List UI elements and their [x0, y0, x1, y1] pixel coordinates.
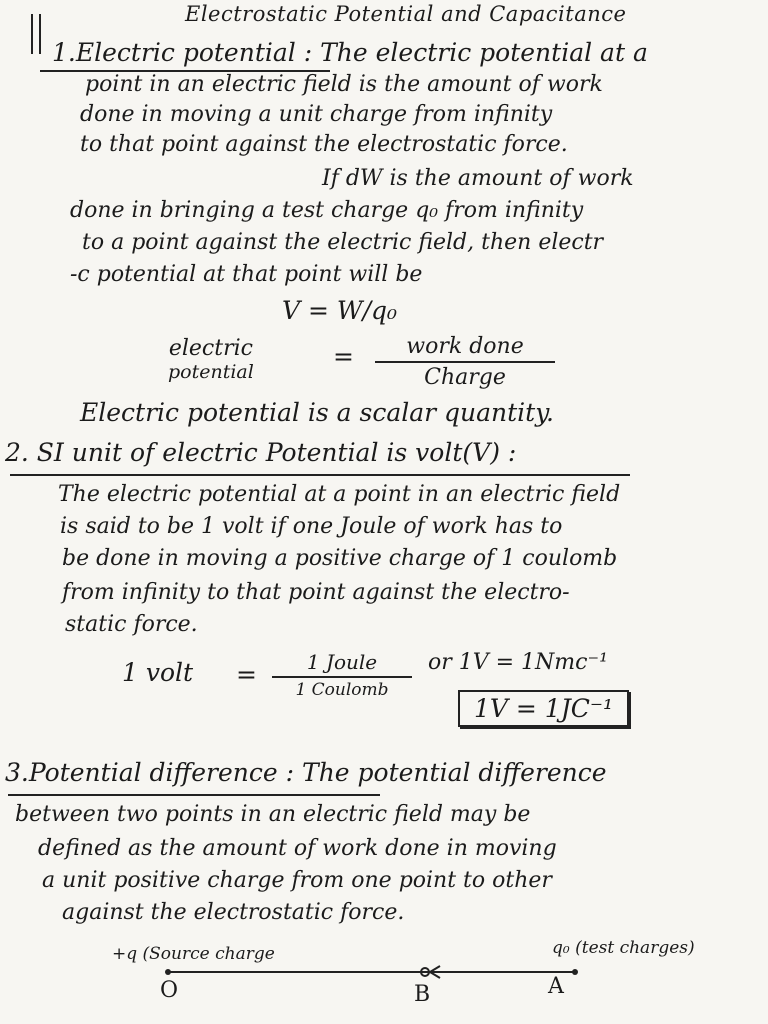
section2-heading: 2. SI unit of electric Potential is volt(V) : [5, 438, 517, 467]
volt-numerator: 1 Joule [306, 650, 378, 674]
volt-fraction [272, 650, 412, 700]
section3-heading-text: 3.Potential difference : [5, 758, 295, 787]
word-lhs-bottom: potential [168, 361, 254, 383]
margin-mark [31, 14, 45, 54]
section1-line: point in an electric field is the amount of work [85, 72, 603, 97]
section1-line1-rest: The electric potential at a [320, 38, 648, 67]
section3-line: a unit positive charge from one point to other [42, 868, 552, 893]
potential-formula: V = W/q₀ [282, 296, 398, 325]
section1-para2-line: -c potential at that point will be [70, 262, 423, 287]
scalar-note: Electric potential is a scalar quantity. [80, 398, 554, 427]
word-formula-denominator: Charge [424, 365, 506, 390]
section2-line: The electric potential at a point in an electric field [58, 482, 621, 507]
volt-equals: = [236, 660, 257, 689]
section3-heading [5, 758, 607, 787]
point-a-label: A [548, 974, 564, 999]
section3-line1-rest: The potential difference [302, 758, 607, 787]
section1-line: done in moving a unit charge from infinity [80, 102, 553, 127]
section2-underline [10, 474, 630, 476]
section3-line: defined as the amount of work done in moving [38, 836, 557, 861]
section2-line: be done in moving a positive charge of 1 coulomb [62, 546, 618, 571]
section2-line: is said to be 1 volt if one Joule of work has to [60, 514, 563, 539]
volt-denominator: 1 Coulomb [295, 680, 389, 700]
word-formula-fraction [375, 334, 555, 390]
fraction-bar [272, 676, 412, 678]
word-formula-lhs [168, 336, 254, 383]
section3-underline [8, 794, 380, 796]
diagram-line-svg [0, 930, 768, 1024]
section2-line: from infinity to that point against the electro- [62, 580, 570, 605]
point-o-dot [165, 969, 171, 975]
section1-para2-line: to a point against the electric field, then electr [82, 230, 604, 255]
volt-lhs: 1 volt [122, 658, 194, 687]
word-lhs-top: electric [168, 336, 253, 361]
section1-para2-line: done in bringing a test charge q₀ from infinity [70, 198, 584, 223]
test-charge-label: q₀ (test charges) [552, 938, 695, 958]
source-charge-label: +q (Source charge [112, 944, 275, 964]
section2-line: static force. [65, 612, 198, 637]
section3-line: against the electrostatic force. [62, 900, 405, 925]
volt-boxed-formula: 1V = 1JC⁻¹ [458, 690, 629, 727]
section1-para2-line: If dW is the amount of work [322, 166, 634, 191]
fraction-bar [375, 361, 555, 363]
word-formula-equals: = [333, 342, 354, 371]
point-o-label: O [160, 978, 179, 1003]
potential-difference-diagram [0, 930, 768, 1024]
point-a-dot [572, 969, 578, 975]
volt-alt: or 1V = 1Nmc⁻¹ [428, 650, 608, 675]
section1-heading-text: 1.Electric potential : [52, 38, 313, 67]
section3-line: between two points in an electric field may be [15, 802, 531, 827]
word-formula-numerator: work done [406, 334, 524, 359]
page-title: Electrostatic Potential and Capacitance [185, 2, 627, 26]
section1-line: to that point against the electrostatic force. [80, 132, 568, 157]
section1-heading [52, 38, 648, 67]
point-b-label: B [414, 982, 431, 1007]
